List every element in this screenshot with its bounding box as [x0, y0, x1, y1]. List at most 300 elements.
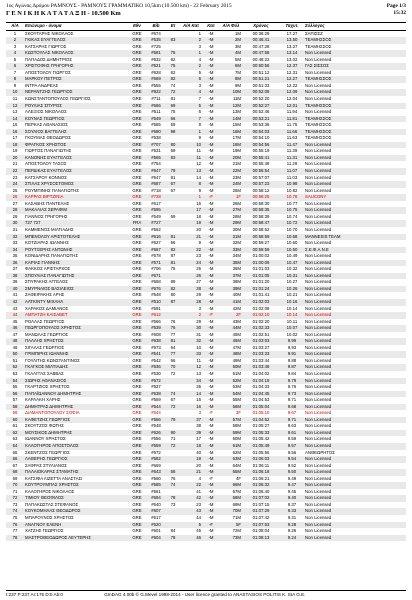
table-cell: GRE: [128, 325, 146, 332]
table-cell: 61: [12, 423, 18, 429]
table-cell: 76: [6, 522, 24, 529]
table-cell: 27M: [220, 207, 242, 214]
table-cell: 7: [180, 116, 202, 123]
table-cell: 6: [180, 76, 202, 83]
table-cell: ΓΡΙΜΠΙΡΗΣ ΙΩΑΝΝΗΣ: [24, 351, 128, 358]
table-cell: 9.76: [287, 384, 297, 390]
table-cell: 29M: [220, 220, 242, 227]
table-cell: 9: [198, 135, 201, 141]
table-cell: 23M: [232, 174, 241, 180]
table-cell: 81: [166, 234, 180, 241]
table-cell: 1F: [220, 194, 242, 201]
table-cell: 76: [166, 325, 180, 332]
table-cell: 01:04:45: [242, 391, 280, 398]
table-cell: 28: [180, 299, 202, 306]
table-cell: GRE: [132, 122, 142, 128]
table-cell: #562: [151, 226, 161, 232]
table-cell: 42M: [232, 305, 241, 311]
table-cell: 27: [12, 200, 18, 206]
table-cell: 2: [6, 37, 24, 44]
table-cell: 59: [170, 122, 176, 128]
table-row: [6, 535, 406, 542]
table-cell: -M: [202, 430, 220, 437]
table-cell: ΛΑΘΕΡΗΣ ΓΕΩΡΓΙΟΣ: [24, 456, 128, 463]
table-cell: 00:58:39: [252, 213, 270, 219]
table-cell: 01:01:05: [242, 273, 280, 280]
table-cell: #674: [151, 30, 161, 36]
table-cell: 46: [6, 325, 24, 332]
table-cell: 62M: [232, 449, 241, 455]
table-cell: GRE: [128, 364, 146, 371]
table-cell: 10.50: [280, 247, 304, 254]
table-cell: ΜΠΕΝΟΛΟΥ ΑΡΙΣΤΟΤΕΛΗΣ: [24, 234, 128, 241]
table-cell: -M: [202, 142, 220, 149]
table-cell: 01:06:11: [252, 462, 270, 468]
table-cell: -M: [202, 351, 220, 358]
table-cell: -M: [202, 168, 220, 175]
table-cell: 01:05:10: [252, 410, 270, 416]
table-cell: 9M: [235, 82, 241, 88]
table-cell: 3: [13, 43, 17, 49]
table-cell: #535: [146, 37, 166, 44]
table-cell: -M: [208, 397, 214, 403]
table-cell: ΣΙΓΑΛΑΣ ΓΕΩΡΓΙΟΣ: [25, 344, 65, 350]
table-cell: 1M: [235, 30, 241, 36]
table-cell: 73M: [220, 535, 242, 542]
table-cell: #565: [146, 155, 166, 162]
table-cell: 65M: [220, 469, 242, 476]
table-cell: 01:05:42: [252, 436, 270, 442]
table-cell: 82: [166, 247, 180, 254]
table-cell: 7M: [235, 69, 241, 75]
table-cell: #510: [146, 299, 166, 306]
table-cell: 3: [198, 43, 201, 49]
column-header: Κατ: [202, 23, 220, 31]
table-cell: 38: [196, 423, 201, 429]
table-cell: -M: [202, 286, 220, 293]
table-cell: 63M: [220, 456, 242, 463]
event-title: 1ος Αγώνας Δρόμου ΡΑΜΝΟΥΣ - ΡΑΜΝΟΥΣ ΓΡΑΜΜΑΤΙΚΟ 10,5km (10.500 km) - 22 February 2015: [6, 3, 232, 9]
table-cell: 9.67: [287, 410, 297, 416]
table-cell: -M: [208, 96, 214, 102]
table-cell: Non Licensed: [305, 410, 332, 416]
table-cell: 12M: [220, 103, 242, 110]
table-cell: Non Licensed: [304, 364, 406, 371]
table-cell: Non Licensed: [305, 528, 332, 534]
table-cell: 00:55:48: [252, 161, 270, 167]
table-cell: 72: [6, 495, 24, 502]
table-cell: #666: [146, 103, 166, 110]
column-header: Α/Α Φύλ: [220, 23, 242, 31]
table-cell: Non Licensed: [304, 142, 406, 149]
table-cell: 24: [180, 260, 202, 267]
table-cell: ΤΕΑΜΗΣΣΟΣ: [305, 122, 332, 128]
table-cell: 01:04:19: [242, 378, 280, 385]
table-cell: 28M: [232, 213, 241, 219]
table-cell: Non Licensed: [304, 312, 406, 319]
table-cell: 10M: [220, 89, 242, 96]
table-cell: 01:05:27: [252, 423, 270, 429]
table-cell: 9.91: [280, 351, 304, 358]
table-cell: #725: [151, 43, 161, 49]
table-cell: GRE: [128, 482, 146, 489]
table-cell: Non Licensed: [304, 273, 406, 280]
table-cell: [166, 30, 180, 37]
table-cell: 74: [170, 82, 176, 88]
table-cell: GRE: [132, 213, 142, 219]
table-cell: Non Licensed: [305, 279, 332, 285]
table-cell: ΡΟΥΛΙΑΣ ΣΠΥΡΟΣ: [24, 103, 128, 110]
table-cell: #694: [146, 495, 166, 502]
table-cell: 01:04:53: [252, 397, 270, 403]
table-cell: ΙΝΤΡΑ ΑΝΔΡΕΑΣ: [25, 82, 59, 88]
table-cell: 01:06:32: [242, 482, 280, 489]
table-cell: 3M: [235, 43, 241, 49]
table-cell: 10.14: [280, 312, 304, 319]
table-cell: 10.07: [280, 325, 304, 332]
table-cell: 14M: [220, 116, 242, 123]
table-cell: -M: [202, 116, 220, 123]
table-cell: 75: [170, 266, 176, 272]
table-cell: GRE: [128, 378, 146, 385]
table-cell: 9.28: [280, 522, 304, 529]
table-cell: Non Licensed: [305, 266, 332, 272]
table-cell: Non Licensed: [305, 226, 332, 232]
table-cell: 68: [166, 469, 180, 476]
table-cell: 15: [12, 122, 18, 128]
column-header: Σύλλογος: [304, 23, 406, 31]
table-cell: #627: [151, 240, 161, 246]
table-cell: 00:58:30: [252, 200, 270, 206]
table-cell: #667: [146, 247, 166, 254]
table-cell: 00:54:56: [242, 142, 280, 149]
table-cell: Non Licensed: [304, 351, 406, 358]
table-cell: Non Licensed: [305, 397, 332, 403]
table-cell: 11.75: [286, 122, 298, 128]
table-cell: #521: [146, 63, 166, 70]
table-cell: ΤΕΑΜΗΣΣΟΣ: [304, 103, 406, 110]
table-cell: -M: [202, 391, 220, 398]
table-cell: 80: [170, 292, 176, 298]
table-cell: ΔΙΑΜΑΝΤΟΠΟΥΛΟΥ ΣΟΦΙΑ: [25, 410, 80, 416]
table-cell: 59: [12, 410, 18, 416]
table-cell: Non Licensed: [305, 436, 332, 442]
table-cell: FRA: [128, 220, 146, 227]
table-cell: Non Licensed: [305, 331, 332, 337]
table-cell: GRE: [132, 187, 142, 193]
table-cell: ΤΕΑΜΗΣΣΟΣ: [304, 116, 406, 123]
table-cell: 31: [196, 331, 201, 337]
table-cell: ΣΠΟΥΛΙΑΣ ΠΑΝΑΓΙΩΤΗΣ: [24, 273, 128, 280]
table-cell: 01:02:10: [242, 312, 280, 319]
table-cell: GRE: [128, 142, 146, 149]
table-cell: Non Licensed: [305, 56, 332, 62]
table-cell: 60M: [232, 436, 241, 442]
table-cell: 5M: [235, 56, 241, 62]
table-cell: ΚΑΛΟΓΗΡΟΣ ΝΙΚΟΛΑΟΣ: [25, 488, 75, 494]
table-cell: 82: [170, 56, 176, 62]
table-cell: ΚΟΥΚΟΜΗΛΑΣ ΘΕΟΔΩΡΟΣ: [24, 508, 128, 515]
table-cell: 01:06:21: [252, 475, 270, 481]
table-cell: -M: [208, 56, 214, 62]
table-cell: GRE: [132, 475, 142, 481]
table-cell: Non Licensed: [304, 495, 406, 502]
table-cell: 20: [6, 155, 24, 162]
table-cell: 12.04: [286, 96, 298, 102]
table-cell: #671: [146, 273, 166, 280]
table-cell: 1: [180, 50, 202, 57]
table-cell: -M: [208, 174, 214, 180]
table-cell: GRE: [128, 194, 146, 201]
table-cell: -M: [202, 338, 220, 345]
table-cell: 22: [180, 247, 202, 254]
table-cell: 10.74: [286, 213, 298, 219]
table-cell: 40M: [232, 292, 241, 298]
table-cell: 18: [180, 443, 202, 450]
column-header: Ετ: [166, 23, 180, 31]
table-cell: -M: [202, 443, 220, 450]
table-cell: GRE: [132, 501, 142, 507]
table-cell: GRE: [132, 384, 142, 390]
table-cell: 22: [180, 482, 202, 489]
table-cell: 15: [196, 200, 201, 206]
table-cell: 12.31: [286, 69, 298, 75]
table-cell: ΑΛΤΚΙΝΤΥ ΜΙΧΑΗΛ: [24, 299, 128, 306]
table-cell: 18M: [220, 142, 242, 149]
table-cell: 29: [196, 318, 201, 324]
table-cell: 24: [6, 181, 24, 188]
table-cell: 69: [12, 475, 18, 481]
table-cell: 9: [198, 240, 201, 246]
table-cell: 00:51:33: [252, 82, 270, 88]
table-cell: 3: [198, 82, 201, 88]
table-cell: GRE: [132, 344, 142, 350]
table-cell: #595: [146, 207, 166, 214]
table-cell: 28: [6, 207, 24, 214]
table-cell: 3: [198, 305, 201, 311]
table-cell: Non Licensed: [304, 338, 406, 345]
table-cell: ΣΚΟΥΤΑΡΗΣ ΝΙΚΟΛΑΟΣ: [25, 30, 74, 36]
table-cell: 10.72: [280, 220, 304, 227]
table-cell: 31M: [220, 234, 242, 241]
table-cell: 10.70: [286, 226, 298, 232]
table-cell: GRE: [128, 312, 146, 319]
table-cell: Non Licensed: [305, 292, 332, 298]
table-cell: 89: [170, 279, 176, 285]
table-cell: 55: [12, 384, 18, 390]
table-cell: 01:07:02: [242, 495, 280, 502]
table-cell: 25: [12, 187, 18, 193]
table-cell: 55M: [232, 397, 241, 403]
table-cell: -M: [208, 200, 214, 206]
table-cell: 9.84: [287, 370, 297, 376]
table-cell: -M: [202, 482, 220, 489]
table-cell: ΓΕΩΡΓΟΠΟΥΛΟΣ ΧΡΗΣΤΟΣ: [24, 325, 128, 332]
table-cell: #582: [146, 456, 166, 463]
table-cell: GRE: [128, 63, 146, 70]
table-cell: 19: [12, 148, 18, 154]
table-cell: 13.50: [280, 37, 304, 44]
table-cell: -M: [208, 384, 214, 390]
table-cell: -M: [202, 469, 220, 476]
table-cell: 57M: [220, 417, 242, 424]
table-cell: -M: [202, 495, 220, 502]
table-cell: 79: [166, 417, 180, 424]
table-cell: 50M: [220, 364, 242, 371]
table-cell: 64: [6, 443, 24, 450]
table-cell: 53M: [232, 384, 241, 390]
table-cell: 9: [13, 82, 17, 88]
table-cell: 01:00:02: [252, 253, 270, 259]
table-cell: -M: [208, 187, 214, 193]
table-cell: 12.22: [286, 82, 298, 88]
table-cell: GRE: [132, 488, 142, 494]
table-cell: 81: [170, 96, 176, 102]
table-cell: 01:03:27: [252, 344, 270, 350]
table-cell: 21: [12, 161, 18, 167]
table-cell: #617: [151, 200, 161, 206]
table-cell: 9.68: [280, 404, 304, 411]
table-cell: GRE: [128, 76, 146, 83]
table-cell: 46: [180, 535, 202, 542]
table-cell: ΡΟΥΜΠΙΝΗΣ ΠΑΝΑΓΙΩΤΗΣ: [25, 187, 79, 193]
table-cell: #520: [146, 522, 166, 529]
table-cell: 87: [170, 253, 176, 259]
table-cell: ΣΜΥΡΝΑΙΟΣ ΒΑΣΙΛΕΙΟΣ: [24, 286, 128, 293]
table-cell: 32: [6, 234, 24, 241]
table-cell: GRE: [128, 443, 146, 450]
table-cell: 71: [12, 488, 18, 494]
table-cell: 68M: [220, 495, 242, 502]
table-cell: 38: [6, 273, 24, 280]
table-cell: 10.21: [286, 292, 298, 298]
table-cell: Non Licensed: [305, 187, 332, 193]
table-cell: 5: [180, 103, 202, 110]
table-cell: -M: [208, 515, 214, 521]
page-number: Page 1/3: [386, 3, 406, 9]
table-cell: #608: [151, 331, 161, 337]
table-cell: Non Licensed: [304, 456, 406, 463]
table-cell: GRE: [132, 174, 142, 180]
table-cell: -M: [208, 82, 214, 88]
table-cell: 69: [166, 103, 180, 110]
table-cell: GRE: [132, 331, 142, 337]
table-cell: ΓΙΩΡΓΟΣ ΠΑΝΑΓΙΩΤΗΣ: [25, 148, 72, 154]
table-cell: ΚΑΡΙΑΣ ΓΙΑΝΝΗΣ: [24, 260, 128, 267]
table-cell: 69: [170, 213, 176, 219]
table-cell: GRE: [128, 89, 146, 96]
table-cell: 32M: [232, 240, 241, 246]
table-cell: -M: [208, 266, 214, 272]
table-cell: -M: [208, 436, 214, 442]
table-cell: 40: [196, 449, 201, 455]
table-cell: GRE: [132, 357, 142, 363]
table-cell: 9.71: [287, 397, 297, 403]
table-cell: Σ.Ε.Φ.Α.Ν.Ε: [304, 247, 406, 254]
table-cell: ΚΑΡΛΑΚΗ ΧΑΡΗΣ: [25, 397, 61, 403]
table-cell: GRE: [132, 135, 142, 141]
table-cell: #754: [151, 161, 161, 167]
table-cell: 52: [6, 364, 24, 371]
table-cell: ΧΡΙΣΤΟΦΗΣ ΓΡΗΓΟΡΗΣ: [24, 63, 128, 70]
table-cell: -M: [202, 234, 220, 241]
table-cell: 2: [180, 312, 202, 319]
table-cell: 16M: [220, 129, 242, 136]
table-cell: Non Licensed: [304, 220, 406, 227]
table-cell: 13.02: [286, 56, 298, 62]
table-cell: ΚΑΝΟΝΗΣ ΕΥΑΓΓΕΛΟΣ: [24, 155, 128, 162]
table-cell: Non Licensed: [304, 469, 406, 476]
table-cell: 00:55:19: [252, 148, 270, 154]
table-cell: 11.07: [280, 168, 304, 175]
table-cell: #638: [146, 338, 166, 345]
table-cell: GRE: [128, 404, 146, 411]
table-cell: -M: [208, 148, 214, 154]
table-cell: GRE: [128, 417, 146, 424]
table-cell: 9.73: [280, 391, 304, 398]
table-cell: ΦΡΑΓΚΟΣ ΧΡΗΣΤΟΣ: [24, 142, 128, 149]
footer-licence: GmDAG 4.00b © G.Mevel 1998-2014 - User licence granted to ANASTASIOS POLITIS K. SIA O.E.: [104, 592, 306, 597]
table-cell: 26: [180, 273, 202, 280]
table-cell: -M: [208, 122, 214, 128]
table-cell: 81: [166, 260, 180, 267]
table-cell: GRE: [128, 260, 146, 267]
table-cell: ΡΟΥΤΞΕΡΗΣ ΑΝΤΩΝΗΣ: [24, 247, 128, 254]
table-cell: 30: [6, 220, 24, 227]
footer-stats: I:237 P:237 Ar:175 D:0 Ab:0: [6, 592, 63, 597]
table-cell: GRE: [132, 240, 142, 246]
table-cell: 15: [196, 397, 201, 403]
table-cell: ΠΑΠΑΚΩΣΤΑΣ ΣΤΕΦΑΝΟΣ: [25, 501, 79, 507]
table-cell: 00:54:03: [242, 129, 280, 136]
table-cell: -M: [208, 501, 214, 507]
column-header: Χρόνος: [242, 23, 280, 31]
table-cell: GRE: [128, 37, 146, 44]
table-cell: #541: [146, 351, 166, 358]
table-cell: ΓΑΣ ΣΙΣΣΟΣ: [304, 63, 406, 70]
table-cell: #922: [146, 89, 166, 96]
table-cell: 11.66: [280, 129, 304, 136]
table-cell: 2F: [220, 312, 242, 319]
table-cell: GRE: [132, 449, 142, 455]
table-cell: 10.75: [280, 207, 304, 214]
table-cell: -M: [208, 226, 214, 232]
table-cell: 00:51:21: [242, 76, 280, 83]
table-cell: GRE: [132, 69, 142, 75]
table-cell: 90: [166, 430, 180, 437]
table-cell: ΙΩΑΝΝΟΥ ΧΡΗΣΤΟΣ: [25, 436, 66, 442]
table-cell: 29: [12, 213, 18, 219]
table-cell: GRE: [132, 82, 142, 88]
table-cell: 5: [13, 56, 17, 62]
table-cell: 10.47: [280, 260, 304, 267]
table-cell: #591: [151, 305, 161, 311]
table-cell: 68: [6, 469, 24, 476]
table-cell: 01:04:52: [242, 417, 280, 424]
table-cell: 9.87: [280, 364, 304, 371]
table-body: [6, 30, 406, 541]
table-cell: ΚΩΝΣΤΑΝΤΟΠΟΥΛΟΣ ΓΕΩΡΓΙΟΣ: [25, 96, 91, 102]
table-cell: 78: [166, 535, 180, 542]
table-cell: 9.49: [287, 475, 297, 481]
table-cell: 58M: [232, 423, 241, 429]
table-cell: 66: [166, 116, 180, 123]
table-cell: ΚΟΥΤΡΟΥΜΠΑΣ ΧΡΗΣΤΟΣ: [24, 482, 128, 489]
table-cell: ΖΑΦΕΙΡΑΚΗΣ ΑΡΗΣ: [25, 292, 65, 298]
table-cell: -M: [208, 161, 214, 167]
table-cell: 37: [12, 266, 18, 272]
table-cell: ΚΩΣΤΟΥΛΑΣ ΝΙΚΟΛΑΟΣ: [24, 50, 128, 57]
